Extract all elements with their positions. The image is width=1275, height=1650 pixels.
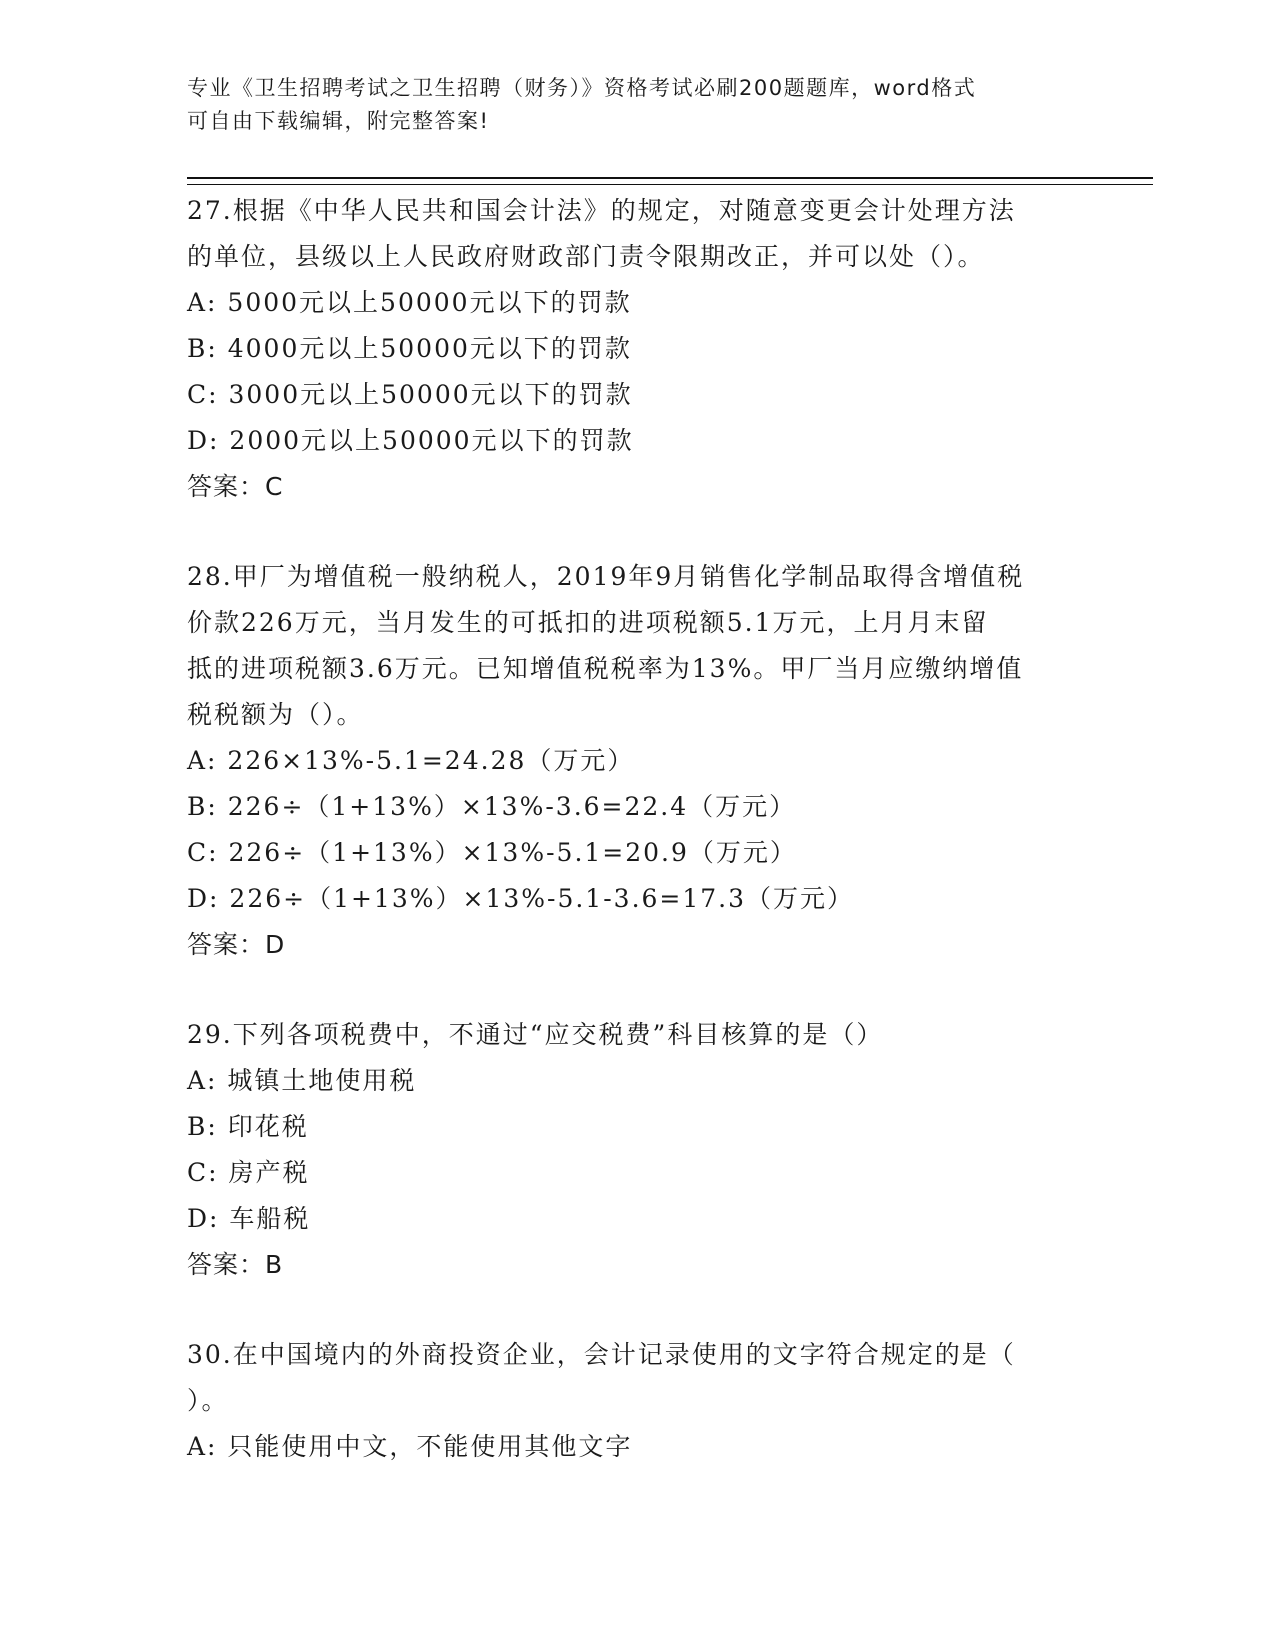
question-text-line: ）。 [187,1386,229,1415]
header-divider-thick [187,177,1153,179]
option-a: A: 城镇土地使用税 [187,1066,417,1095]
option-d: D: 2000元以上50000元以下的罚款 [187,426,634,455]
question-text-line: 的单位，县级以上人民政府财政部门责令限期改正，并可以处（）。 [187,242,985,271]
header-line-2: 可自由下载编辑，附完整答案! [187,109,490,133]
question-spacer [187,1288,1087,1332]
option-d: D: 226÷（1+13%）×13%-5.1-3.6=17.3（万元） [187,884,855,913]
option-b: B: 印花税 [187,1112,309,1141]
question-text-line: 27.根据《中华人民共和国会计法》的规定，对随意变更会计处理方法 [187,196,1016,225]
option-a: A: 226×13%-5.1=24.28（万元） [187,746,635,775]
question-text-line: 税税额为（）。 [187,700,364,729]
question-text-line: 28.甲厂为增值税一般纳税人，2019年9月销售化学制品取得含增值税 [187,562,1025,591]
option-a: A: 5000元以上50000元以下的罚款 [187,288,632,317]
question-list [187,188,1087,1470]
option-b: B: 226÷（1+13%）×13%-3.6=22.4（万元） [187,792,797,821]
option-c: C: 3000元以上50000元以下的罚款 [187,380,633,409]
question-28 [187,554,1087,968]
answer-label: 答案：C [187,472,284,501]
answer-label: 答案：B [187,1250,284,1279]
question-text-line: 抵的进项税额3.6万元。已知增值税税率为13%。甲厂当月应缴纳增值 [187,654,1024,683]
option-c: C: 226÷（1+13%）×13%-5.1=20.9（万元） [187,838,797,867]
question-text-line: 30.在中国境内的外商投资企业，会计记录使用的文字符合规定的是（ [187,1340,1016,1369]
question-29 [187,1012,1087,1288]
header-divider-thin [187,184,1153,185]
option-b: B: 4000元以上50000元以下的罚款 [187,334,632,363]
question-spacer [187,968,1087,1012]
question-27 [187,188,1087,510]
document-header [187,72,1087,138]
option-c: C: 房产税 [187,1158,310,1187]
question-30 [187,1332,1087,1470]
answer-label: 答案：D [187,930,286,959]
question-text-line: 价款226万元，当月发生的可抵扣的进项税额5.1万元，上月月末留 [187,608,989,637]
option-d: D: 车船税 [187,1204,311,1233]
header-line-1: 专业《卫生招聘考试之卫生招聘（财务）》资格考试必刷200题题库，word格式 [187,76,977,100]
question-text-line: 29.下列各项税费中，不通过“应交税费”科目核算的是（） [187,1020,884,1049]
question-spacer [187,510,1087,554]
option-a: A: 只能使用中文，不能使用其他文字 [187,1432,633,1461]
